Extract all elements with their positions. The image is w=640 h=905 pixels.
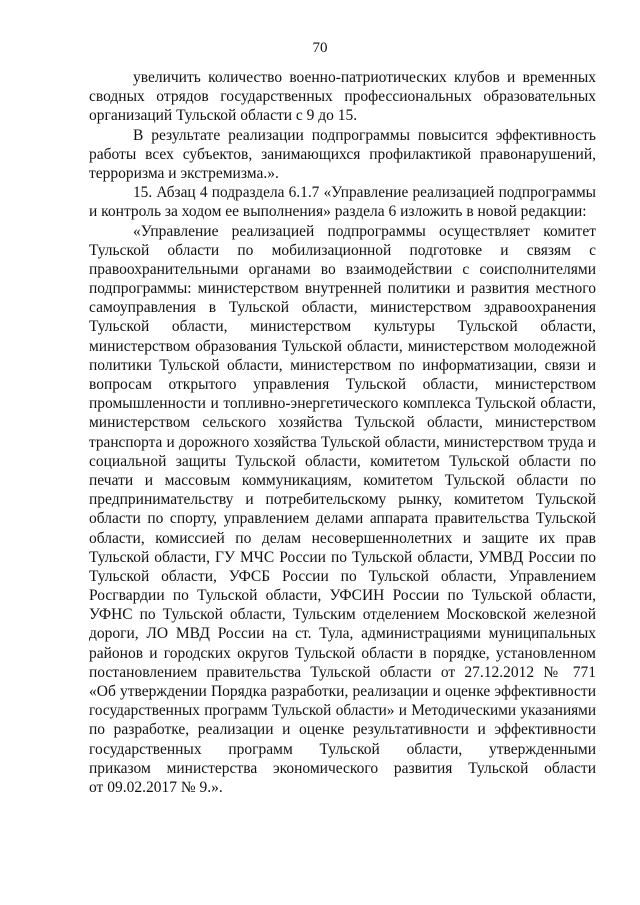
- text-line: по разработке, реализации и оценке результативности и эффективности: [89, 721, 596, 739]
- text-line: Тульской области, ГУ МЧС России по Тульской области, УМВД России по: [89, 548, 596, 566]
- text-line: организаций Тульской области с 9 до 15.: [89, 107, 358, 125]
- page-number: 70: [312, 40, 328, 56]
- text-line: подпрограммы: министерством внутренней политики и развития местного: [89, 280, 596, 298]
- text-line: 15. Абзац 4 подраздела 6.1.7 «Управление реализацией подпрограммы: [133, 184, 596, 202]
- text-line: социальной защиты Тульской области, комитетом Тульской области по: [89, 452, 596, 470]
- text-line: государственных программ Тульской области» и Методическими указаниями: [89, 702, 596, 720]
- text-line: транспорта и дорожного хозяйства Тульской области, министерством труда и: [89, 433, 596, 451]
- text-line: работы всех субъектов, занимающихся профилактикой правонарушений,: [89, 145, 596, 163]
- text-line: промышленности и топливно-энергетического комплекса Тульской области,: [89, 395, 596, 413]
- text-line: самоуправления в Тульской области, министерством здравоохранения: [89, 299, 596, 317]
- text-line: области по спорту, управлением делами аппарата правительства Тульской: [89, 510, 596, 528]
- text-line: «Об утверждении Порядка разработки, реализации и оценке эффективности: [89, 683, 596, 700]
- text-line: районов и городских округов Тульской области в порядке, установленном: [89, 644, 596, 662]
- text-line: увеличить количество военно-патриотических клубов и временных: [133, 69, 596, 86]
- text-line: Тульской области, министерством культуры Тульской области,: [89, 318, 596, 336]
- text-line: терроризма и экстремизма.».: [89, 164, 279, 182]
- text-line: постановлением правительства Тульской области от 27.12.2012 № 771: [89, 663, 596, 681]
- text-line: В результате реализации подпрограммы повысится эффективность: [133, 126, 596, 144]
- text-line: министерством сельского хозяйства Тульской области, министерством: [89, 414, 596, 432]
- text-line: области, комиссией по делам несовершеннолетних и защите их прав: [89, 529, 596, 547]
- document-body: [89, 68, 596, 797]
- text-line: вопросам открытого управления Тульской области, министерством: [89, 376, 596, 393]
- text-line: Росгвардии по Тульской области, УФСИН России по Тульской области,: [89, 587, 596, 605]
- text-line: сводных отрядов государственных профессиональных образовательных: [89, 88, 596, 106]
- text-line: УФНС по Тульской области, Тульским отделением Московской железной: [89, 606, 596, 624]
- text-line: политики Тульской области, министерством по информатизации, связи и: [89, 356, 596, 374]
- text-line: предпринимательству и потребительскому рынку, комитетом Тульской: [89, 491, 596, 509]
- text-line: от 09.02.2017 № 9.».: [89, 778, 223, 796]
- text-line: дороги, ЛО МВД России на ст. Тула, администрациями муниципальных: [89, 625, 596, 643]
- text-line: Тульской области по мобилизационной подготовке и связям с: [89, 241, 596, 259]
- text-line: печати и массовым коммуникациям, комитетом Тульской области по: [89, 471, 596, 489]
- text-line: правоохранительными органами во взаимодействии с соисполнителями: [89, 260, 596, 278]
- text-line: «Управление реализацией подпрограммы осуществляет комитет: [133, 222, 596, 240]
- text-line: министерством образования Тульской области, министерством молодежной: [89, 337, 596, 355]
- text-line: государственных программ Тульской области, утвержденными: [89, 740, 596, 758]
- text-line: Тульской области, УФСБ России по Тульской области, Управлением: [89, 567, 596, 585]
- text-line: и контроль за ходом ее выполнения» раздела 6 изложить в новой редакции:: [89, 203, 587, 221]
- text-line: приказом министерства экономического развития Тульской области: [89, 759, 596, 777]
